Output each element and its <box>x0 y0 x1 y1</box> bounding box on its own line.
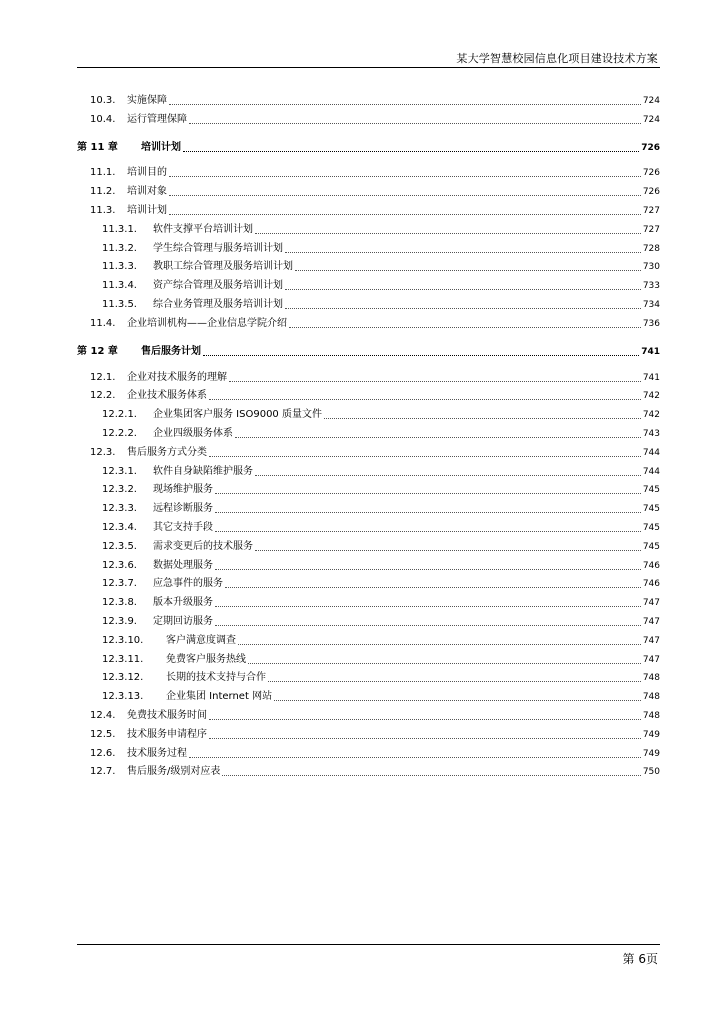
toc-dot-leader <box>248 663 641 664</box>
toc-entry[interactable] <box>77 515 660 534</box>
toc-entry[interactable] <box>77 684 660 703</box>
toc-entry-number: 12.1. <box>90 371 116 383</box>
toc-entry-title: 免费技术服务时间 <box>127 709 207 721</box>
toc-entry[interactable] <box>77 553 660 572</box>
toc-dot-leader <box>289 327 641 328</box>
toc-entry-number: 12.3.5. <box>102 540 137 552</box>
toc-entry[interactable] <box>77 236 660 255</box>
toc-entry[interactable] <box>77 107 660 126</box>
toc-entry-title: 客户满意度调查 <box>166 634 236 646</box>
toc-entry-number: 11.3.5. <box>102 298 137 310</box>
toc-entry-title: 企业四级服务体系 <box>153 427 233 439</box>
toc-entry[interactable] <box>77 534 660 553</box>
toc-entry-page: 750 <box>642 767 660 778</box>
toc-entry-title: 售后服务/级别对应表 <box>127 766 221 778</box>
toc-entry-page: 736 <box>642 318 660 329</box>
toc-entry-page: 745 <box>642 485 660 496</box>
toc-entry-title: 资产综合管理及服务培训计划 <box>153 280 283 292</box>
toc-entry-page: 742 <box>642 410 660 421</box>
toc-entry-number: 11.2. <box>90 186 116 198</box>
toc-entry-page: 742 <box>642 391 660 402</box>
toc-entry-page: 748 <box>642 692 660 703</box>
page-number: 第 6页 <box>622 952 658 966</box>
toc-entry-page: 744 <box>642 466 660 477</box>
toc-entry[interactable] <box>77 88 660 107</box>
toc-entry[interactable] <box>77 402 660 421</box>
toc-entry-number: 12.3.6. <box>102 559 137 571</box>
toc-entry-page: 746 <box>642 560 660 571</box>
toc-entry[interactable] <box>77 311 660 330</box>
toc-dot-leader <box>169 214 641 215</box>
toc-entry-title: 需求变更后的技术服务 <box>153 540 253 552</box>
toc-entry-number: 12.3.8. <box>102 597 137 609</box>
toc-dot-leader <box>229 381 641 382</box>
toc-entry-number: 12.6. <box>90 747 116 759</box>
toc-dot-leader <box>274 700 641 701</box>
toc-entry-title: 企业培训机构——企业信息学院介绍 <box>127 317 287 329</box>
toc-entry-page: 746 <box>642 579 660 590</box>
toc-entry-title: 免费客户服务热线 <box>166 653 246 665</box>
toc-dot-leader <box>238 644 641 645</box>
toc-entry[interactable] <box>77 255 660 274</box>
toc-entry[interactable] <box>77 496 660 515</box>
toc-entry-page: 724 <box>642 95 660 106</box>
toc-entry-page: 749 <box>642 729 660 740</box>
toc-entry-number: 12.3.13. <box>102 691 144 703</box>
toc-entry-number: 12.3.7. <box>102 578 137 590</box>
toc-entry-number: 12.3.12. <box>102 672 144 684</box>
toc-entry-number: 12.4. <box>90 709 116 721</box>
toc-dot-leader <box>203 355 639 356</box>
toc-entry-page: 741 <box>642 372 660 383</box>
toc-entry-number: 第 11 章 <box>77 141 118 153</box>
toc-dot-leader <box>183 151 639 152</box>
toc-entry-title: 软件自身缺陷维护服务 <box>153 465 253 477</box>
toc-entry[interactable] <box>77 292 660 311</box>
toc-dot-leader <box>285 308 641 309</box>
toc-dot-leader <box>169 104 641 105</box>
toc-dot-leader <box>255 475 641 476</box>
toc-entry-title: 综合业务管理及服务培训计划 <box>153 298 283 310</box>
toc-entry-page: 749 <box>642 748 660 759</box>
document-header-title: 某大学智慧校园信息化项目建设技术方案 <box>456 52 658 65</box>
toc-entry-page: 726 <box>642 168 660 179</box>
toc-entry-title: 软件支撑平台培训计划 <box>153 223 253 235</box>
toc-entry[interactable] <box>77 459 660 478</box>
toc-entry-number: 12.3.10. <box>102 634 144 646</box>
toc-entry-page: 748 <box>642 710 660 721</box>
toc-entry-page: 734 <box>642 299 660 310</box>
toc-entry[interactable] <box>77 198 660 217</box>
toc-entry-page: 728 <box>642 243 660 254</box>
toc-entry[interactable] <box>77 628 660 647</box>
toc-entry-page: 747 <box>642 654 660 665</box>
toc-chapter-entry[interactable] <box>77 132 660 154</box>
toc-entry-number: 11.3.1. <box>102 223 137 235</box>
toc-dot-leader <box>215 493 641 494</box>
toc-entry[interactable] <box>77 647 660 666</box>
toc-entry[interactable] <box>77 666 660 685</box>
toc-entry-title: 定期回访服务 <box>153 615 213 627</box>
toc-entry-title: 技术服务申请程序 <box>127 728 207 740</box>
toc-entry-title: 数据处理服务 <box>153 559 213 571</box>
toc-entry-title: 现场维护服务 <box>153 484 213 496</box>
toc-entry-number: 第 12 章 <box>77 345 118 357</box>
toc-entry-number: 10.3. <box>90 94 116 106</box>
toc-entry[interactable] <box>77 590 660 609</box>
toc-dot-leader <box>209 399 641 400</box>
toc-chapter-entry[interactable] <box>77 336 660 358</box>
table-of-contents <box>77 88 660 778</box>
toc-entry-page: 745 <box>642 541 660 552</box>
toc-entry-title: 培训目的 <box>127 167 167 179</box>
toc-entry[interactable] <box>77 609 660 628</box>
toc-entry[interactable] <box>77 365 660 384</box>
toc-entry-page: 744 <box>642 447 660 458</box>
toc-dot-leader <box>215 569 641 570</box>
toc-entry-title: 企业集团客户服务 ISO9000 质量文件 <box>153 409 322 421</box>
toc-entry[interactable] <box>77 760 660 779</box>
toc-entry-title: 版本升级服务 <box>153 597 213 609</box>
toc-entry-page: 733 <box>642 281 660 292</box>
toc-dot-leader <box>189 757 641 758</box>
toc-entry-title: 培训计划 <box>127 204 167 216</box>
toc-entry-title: 实施保障 <box>127 94 167 106</box>
toc-dot-leader <box>255 233 641 234</box>
toc-entry-title: 培训计划 <box>141 141 181 153</box>
toc-dot-leader <box>225 587 641 588</box>
toc-entry[interactable] <box>77 384 660 403</box>
toc-entry-title: 应急事件的服务 <box>153 578 223 590</box>
toc-entry-page: 747 <box>642 598 660 609</box>
toc-entry-number: 11.1. <box>90 167 116 179</box>
toc-entry[interactable] <box>77 478 660 497</box>
toc-entry-title: 远程诊断服务 <box>153 503 213 515</box>
toc-entry-page: 724 <box>642 114 660 125</box>
toc-entry-title: 长期的技术支持与合作 <box>166 672 266 684</box>
toc-entry-title: 学生综合管理与服务培训计划 <box>153 242 283 254</box>
toc-entry-title: 技术服务过程 <box>127 747 187 759</box>
toc-entry-page: 726 <box>641 142 660 153</box>
toc-entry-number: 12.3.3. <box>102 503 137 515</box>
toc-entry-number: 12.3. <box>90 446 116 458</box>
toc-dot-leader <box>324 418 641 419</box>
toc-entry-number: 12.7. <box>90 766 116 778</box>
toc-dot-leader <box>268 681 641 682</box>
toc-entry-title: 企业集团 Internet 网站 <box>166 691 273 703</box>
toc-entry-number: 10.4. <box>90 113 116 125</box>
toc-entry-number: 11.4. <box>90 317 116 329</box>
toc-entry-title: 运行管理保障 <box>127 113 187 125</box>
toc-dot-leader <box>285 289 641 290</box>
toc-entry-page: 745 <box>642 504 660 515</box>
toc-dot-leader <box>215 625 641 626</box>
toc-entry-title: 企业对技术服务的理解 <box>127 371 227 383</box>
toc-entry-title: 培训对象 <box>127 186 167 198</box>
toc-dot-leader <box>215 512 641 513</box>
toc-entry-page: 730 <box>642 262 660 273</box>
toc-entry-number: 12.2.2. <box>102 427 137 439</box>
toc-entry-number: 11.3.2. <box>102 242 137 254</box>
toc-dot-leader <box>209 738 641 739</box>
toc-entry-page: 727 <box>642 205 660 216</box>
toc-entry-number: 12.3.2. <box>102 484 137 496</box>
toc-dot-leader <box>222 775 640 776</box>
toc-entry[interactable] <box>77 217 660 236</box>
toc-dot-leader <box>209 456 641 457</box>
toc-dot-leader <box>189 123 641 124</box>
toc-entry[interactable] <box>77 440 660 459</box>
toc-entry-page: 748 <box>642 673 660 684</box>
toc-entry[interactable] <box>77 179 660 198</box>
toc-dot-leader <box>285 252 641 253</box>
toc-dot-leader <box>235 437 641 438</box>
toc-entry-page: 747 <box>642 635 660 646</box>
toc-dot-leader <box>169 176 641 177</box>
toc-entry-page: 727 <box>642 224 660 235</box>
toc-entry-page: 726 <box>642 187 660 198</box>
toc-entry-number: 12.3.9. <box>102 615 137 627</box>
toc-entry-number: 12.3.1. <box>102 465 137 477</box>
toc-entry-title: 其它支持手段 <box>153 521 213 533</box>
toc-entry-number: 12.5. <box>90 728 116 740</box>
toc-dot-leader <box>169 195 641 196</box>
toc-entry-number: 11.3.4. <box>102 280 137 292</box>
toc-dot-leader <box>215 606 641 607</box>
footer-divider <box>77 944 660 945</box>
toc-entry-title: 教职工综合管理及服务培训计划 <box>153 261 293 273</box>
toc-entry-title: 售后服务计划 <box>141 345 201 357</box>
toc-entry-page: 747 <box>642 616 660 627</box>
toc-entry-page: 741 <box>641 346 660 357</box>
toc-entry-number: 12.3.4. <box>102 521 137 533</box>
toc-entry[interactable] <box>77 572 660 591</box>
toc-entry-number: 12.2. <box>90 390 116 402</box>
toc-entry-title: 售后服务方式分类 <box>127 446 207 458</box>
toc-entry[interactable] <box>77 741 660 760</box>
toc-dot-leader <box>209 719 641 720</box>
header-divider <box>77 67 660 68</box>
toc-entry-number: 11.3. <box>90 204 116 216</box>
toc-entry-title: 企业技术服务体系 <box>127 390 207 402</box>
toc-entry-page: 745 <box>642 522 660 533</box>
toc-dot-leader <box>295 270 641 271</box>
toc-dot-leader <box>255 550 641 551</box>
toc-entry-number: 12.2.1. <box>102 409 137 421</box>
toc-entry-number: 11.3.3. <box>102 261 137 273</box>
toc-entry[interactable] <box>77 273 660 292</box>
toc-dot-leader <box>215 531 641 532</box>
toc-entry-number: 12.3.11. <box>102 653 144 665</box>
toc-entry[interactable] <box>77 421 660 440</box>
toc-entry[interactable] <box>77 161 660 180</box>
toc-entry[interactable] <box>77 703 660 722</box>
toc-entry[interactable] <box>77 722 660 741</box>
toc-entry-page: 743 <box>642 428 660 439</box>
